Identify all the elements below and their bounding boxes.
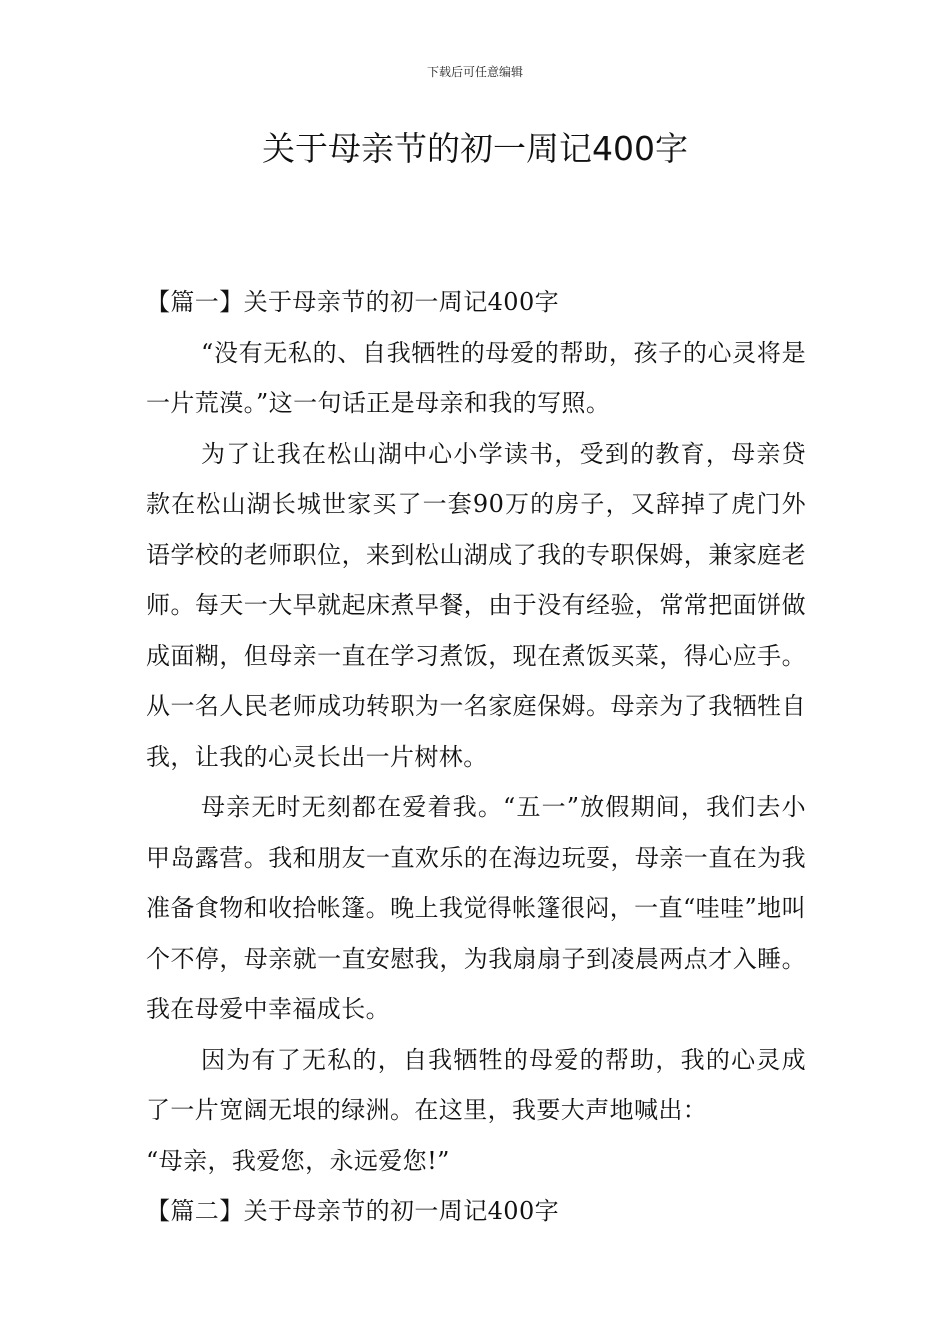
closing-quote: “母亲，我爱您，永远爱您!” [146,1146,450,1175]
paragraph: 母亲无时无刻都在爱着我。“五一”放假期间，我们去小甲岛露营。我和朋友一直欢乐的在海边玩耍，母亲一直在为我准备食物和收拾帐篷。晚上我觉得帐篷很闷，一直“哇哇”地叫个不停，母亲就一直安慰我，为我扇扇子到凌晨两点才入睡。我在母爱中幸福成长。 [146,793,806,1023]
section-heading: 【篇一】关于母亲节的初一周记400字 [146,288,560,316]
page-title: 关于母亲节的初一周记400字 [262,129,688,168]
paragraph: “没有无私的、自我牺牲的母爱的帮助，孩子的心灵将是一片荒漠。”这一句话正是母亲和我的写照。 [146,338,806,417]
document-body [146,277,806,1237]
section-heading: 【篇二】关于母亲节的初一周记400字 [146,1197,560,1225]
paragraph: 因为有了无私的，自我牺牲的母爱的帮助，我的心灵成了一片宽阔无垠的绿洲。在这里，我要大声地喊出： [146,1045,806,1124]
header-note: 下载后可任意编辑 [426,65,523,79]
paragraph: 为了让我在松山湖中心小学读书，受到的教育，母亲贷款在松山湖长城世家买了一套90万的房子，又辞掉了虎门外语学校的老师职位，来到松山湖成了我的专职保姆，兼家庭老师。每天一大早就起床煮早餐，由于没有经验，常常把面饼做成面糊，但母亲一直在学习煮饭，现在煮饭买菜，得心应手。从一名人民老师成功转职为一名家庭保姆。母亲为了我牺牲自我，让我的心灵长出一片树林。 [146,439,806,771]
